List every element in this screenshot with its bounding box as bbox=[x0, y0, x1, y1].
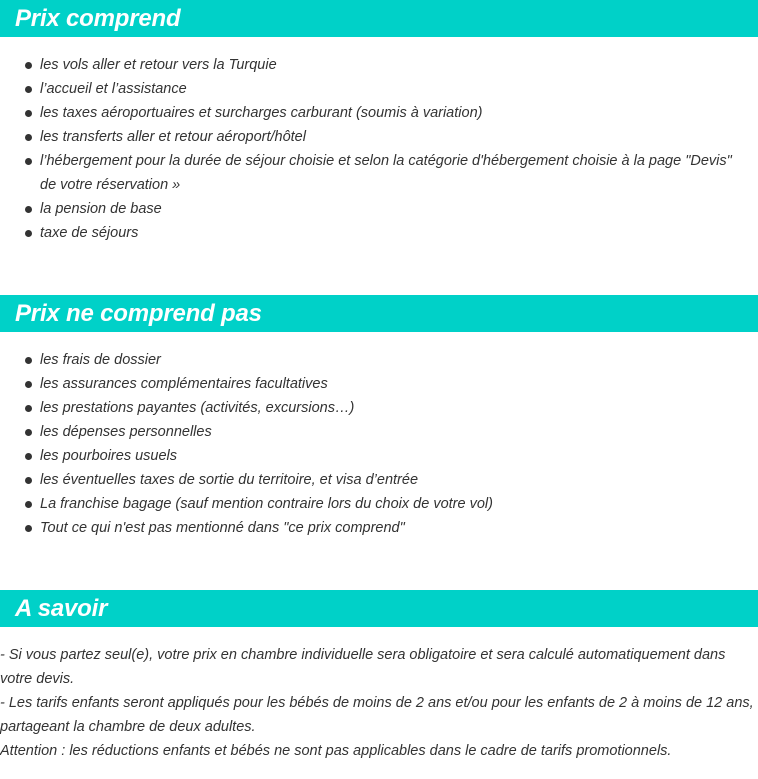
list-item-text: l’accueil et l’assistance bbox=[40, 81, 187, 97]
bullet-icon bbox=[25, 429, 32, 436]
list-item-text: les éventuelles taxes de sortie du territoire, et visa d’entrée bbox=[40, 472, 419, 488]
note-paragraph: Attention : les réductions enfants et bébés ne sont pas applicables dans le cadre de tarifs promotionnels. bbox=[0, 743, 672, 759]
list-item bbox=[0, 468, 740, 492]
note-paragraph: - Les tarifs enfants seront appliqués pour les bébés de moins de 2 ans et/ou pour les enfants de 2 à moins de 12 ans, partageant la chambre de deux adultes. bbox=[0, 695, 754, 735]
list-item-text: les prestations payantes (activités, excursions…) bbox=[40, 400, 355, 416]
section-header-prix-comprend bbox=[0, 0, 758, 37]
list-item-text: les pourboires usuels bbox=[40, 448, 178, 464]
bullet-icon bbox=[25, 501, 32, 508]
section-title: Prix ne comprend pas bbox=[15, 300, 262, 327]
list-item-text: la pension de base bbox=[40, 201, 162, 217]
list-item-text: les vols aller et retour vers la Turquie bbox=[40, 57, 277, 73]
list-item bbox=[0, 372, 740, 396]
bullet-icon bbox=[25, 453, 32, 460]
list-item bbox=[0, 396, 740, 420]
list-item bbox=[0, 101, 740, 125]
bullet-icon bbox=[25, 357, 32, 364]
list-item-text: les taxes aéroportuaires et surcharges carburant (soumis à variation) bbox=[40, 105, 483, 121]
section-header-a-savoir bbox=[0, 590, 758, 627]
list-item bbox=[0, 492, 740, 516]
list-item-text: La franchise bagage (sauf mention contraire lors du choix de votre vol) bbox=[40, 496, 493, 512]
bullet-icon bbox=[25, 158, 32, 165]
list-item bbox=[0, 516, 740, 540]
bullet-icon bbox=[25, 110, 32, 117]
section-title: A savoir bbox=[15, 595, 108, 622]
list-item bbox=[0, 348, 740, 372]
list-item bbox=[0, 77, 740, 101]
list-item-text: l’hébergement pour la durée de séjour choisie et selon la catégorie d'hébergement choisie à la page "Devis" de votre réservation » bbox=[40, 153, 732, 193]
list-item bbox=[0, 53, 740, 77]
list-item-text: les transferts aller et retour aéroport/hôtel bbox=[40, 129, 306, 145]
bullet-icon bbox=[25, 62, 32, 69]
bullet-icon bbox=[25, 405, 32, 412]
list-item bbox=[0, 444, 740, 468]
list-item-text: Tout ce qui n'est pas mentionné dans "ce prix comprend" bbox=[40, 520, 405, 536]
list-item bbox=[0, 149, 740, 197]
list-item-text: les dépenses personnelles bbox=[40, 424, 212, 440]
included-list bbox=[0, 53, 740, 245]
note-paragraph: - Si vous partez seul(e), votre prix en chambre individuelle sera obligatoire et sera calculé automatiquement dans votre devis. bbox=[0, 647, 726, 687]
bullet-icon bbox=[25, 86, 32, 93]
list-item bbox=[0, 221, 740, 245]
bullet-icon bbox=[25, 381, 32, 388]
list-item-text: taxe de séjours bbox=[40, 225, 139, 241]
bullet-icon bbox=[25, 230, 32, 237]
notes-block bbox=[0, 643, 755, 763]
list-item bbox=[0, 420, 740, 444]
list-item bbox=[0, 197, 740, 221]
bullet-icon bbox=[25, 134, 32, 141]
list-item bbox=[0, 125, 740, 149]
section-title: Prix comprend bbox=[15, 5, 181, 32]
bullet-icon bbox=[25, 477, 32, 484]
list-item-text: les frais de dossier bbox=[40, 352, 161, 368]
excluded-list bbox=[0, 348, 740, 540]
list-item-text: les assurances complémentaires facultatives bbox=[40, 376, 328, 392]
bullet-icon bbox=[25, 206, 32, 213]
section-header-prix-ne-comprend-pas bbox=[0, 295, 758, 332]
bullet-icon bbox=[25, 525, 32, 532]
